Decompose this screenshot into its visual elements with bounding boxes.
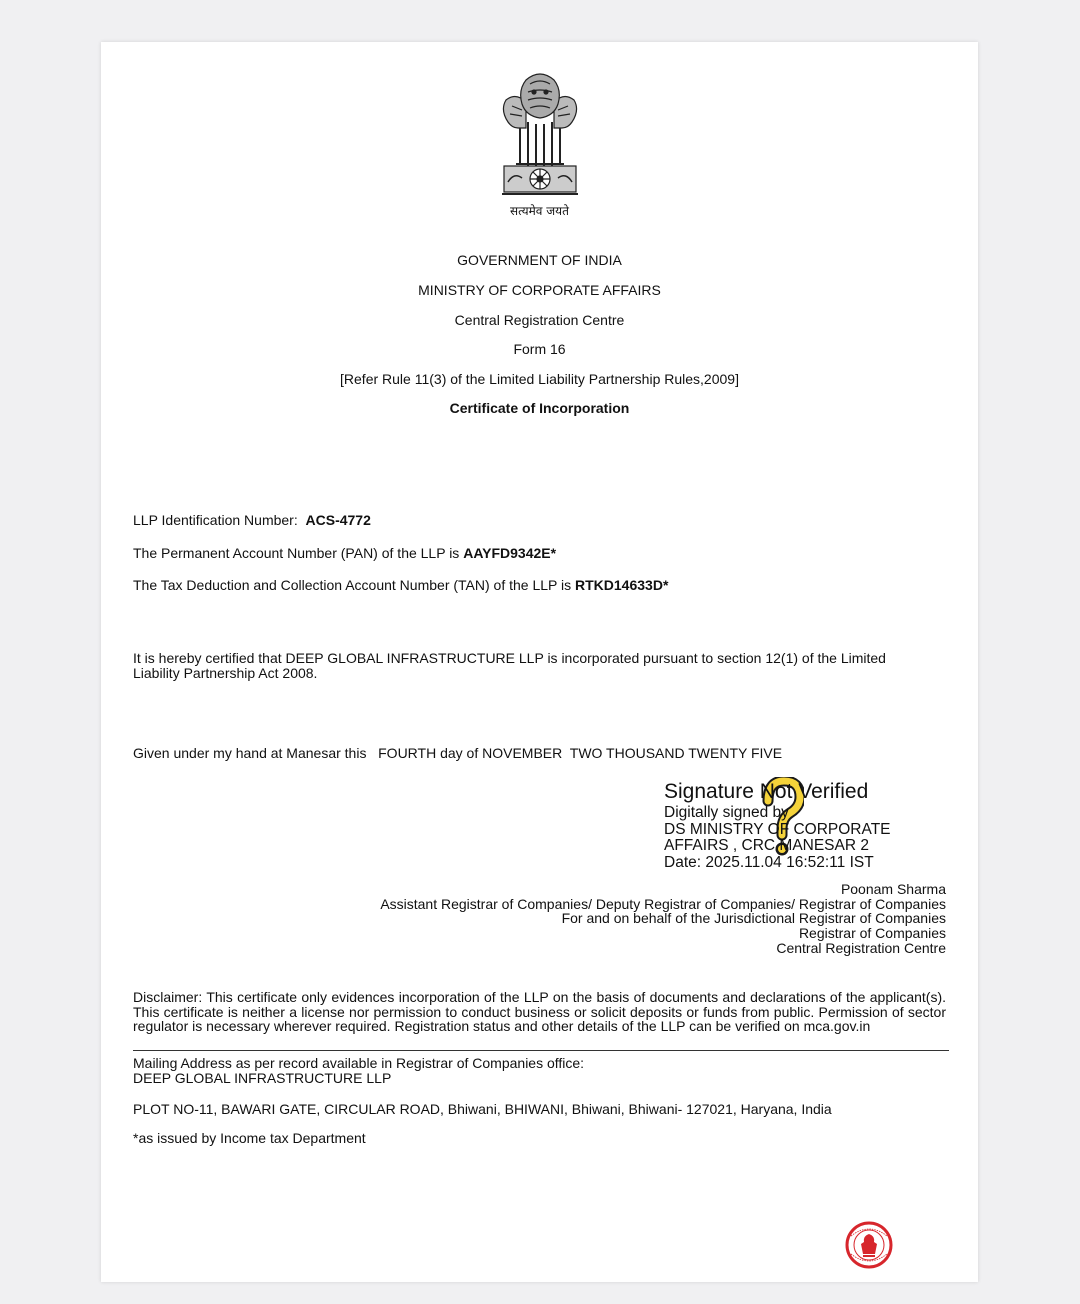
national-emblem-icon <box>498 70 582 200</box>
disclaimer <box>133 990 946 1034</box>
pan-label: The Permanent Account Number (PAN) of the LLP is <box>133 545 460 561</box>
header-ministry: MINISTRY OF CORPORATE AFFAIRS <box>418 282 661 298</box>
signature-status: Signature Not Verified <box>664 780 869 803</box>
footnote: *as issued by Income tax Department <box>133 1130 366 1146</box>
mca-seal-icon <box>839 1220 899 1270</box>
signatory-role-2: For and on behalf of the Jurisdictional Registrar of Companies <box>561 910 946 926</box>
header-rule-reference: [Refer Rule 11(3) of the Limited Liability Partnership Rules,2009] <box>340 371 739 387</box>
mailing-name: DEEP GLOBAL INFRASTRUCTURE LLP <box>133 1070 392 1086</box>
signature-line-2: DS MINISTRY OF CORPORATE <box>664 820 891 838</box>
header-government: GOVERNMENT OF INDIA <box>457 252 622 268</box>
mailing-label: Mailing Address as per record available in Registrar of Companies office: <box>133 1055 585 1071</box>
llpin-label: LLP Identification Number: <box>133 512 298 528</box>
certification-text <box>133 651 948 681</box>
pan-line <box>133 545 556 561</box>
pan-value: AAYFD9342E* <box>463 545 557 561</box>
signatory-role-1: Assistant Registrar of Companies/ Deputy Registrar of Companies/ Registrar of Companies <box>380 896 946 912</box>
signatory-role-3: Registrar of Companies <box>798 925 946 941</box>
llpin-value: ACS-4772 <box>305 512 371 528</box>
digital-signature-block <box>664 779 924 871</box>
certification-line-2: Liability Partnership Act 2008. <box>133 665 318 681</box>
tan-value: RTKD14633D* <box>575 577 669 593</box>
disclaimer-text: Disclaimer: This certificate only evidences incorporation of the LLP on the basis of documents and declarations of the applicant(s). This certificate is neither a license nor permission to conduct business or solicit deposits or funds from public. Permission of sector regulator is necessary wherever required. Registration status and other details of the LLP can be verified on <box>133 989 946 1035</box>
signatory-name: Poonam Sharma <box>840 881 946 897</box>
tan-label: The Tax Deduction and Collection Account Number (TAN) of the LLP is <box>133 577 572 593</box>
mailing-address: PLOT NO-11, BAWARI GATE, CIRCULAR ROAD, Bhiwani, BHIWANI, Bhiwani, Bhiwani- 127021, Haryana, India <box>133 1101 832 1117</box>
emblem-motto: सत्यमेव जयते <box>510 204 569 218</box>
signatory-role-4: Central Registration Centre <box>776 940 946 956</box>
signature-line-1: Digitally signed by <box>664 804 789 821</box>
header-centre: Central Registration Centre <box>454 312 625 328</box>
mca-link[interactable]: mca.gov.in <box>803 1018 871 1035</box>
tan-line <box>133 577 668 593</box>
certificate-title: Certificate of Incorporation <box>449 400 630 416</box>
certificate-page <box>101 42 978 1282</box>
given-under-hand: Given under my hand at Manesar this FOURTH day of NOVEMBER TWO THOUSAND TWENTY FIVE <box>133 745 783 761</box>
header-form: Form 16 <box>513 341 566 357</box>
divider <box>133 1050 949 1051</box>
certification-line-1: It is hereby certified that DEEP GLOBAL INFRASTRUCTURE LLP is incorporated pursuant to section 12(1) of the Limited <box>133 650 886 666</box>
signature-date: Date: 2025.11.04 16:52:11 IST <box>664 853 874 871</box>
signature-line-3: AFFAIRS , CRC MANESAR 2 <box>664 837 869 854</box>
llpin-line <box>133 512 371 528</box>
